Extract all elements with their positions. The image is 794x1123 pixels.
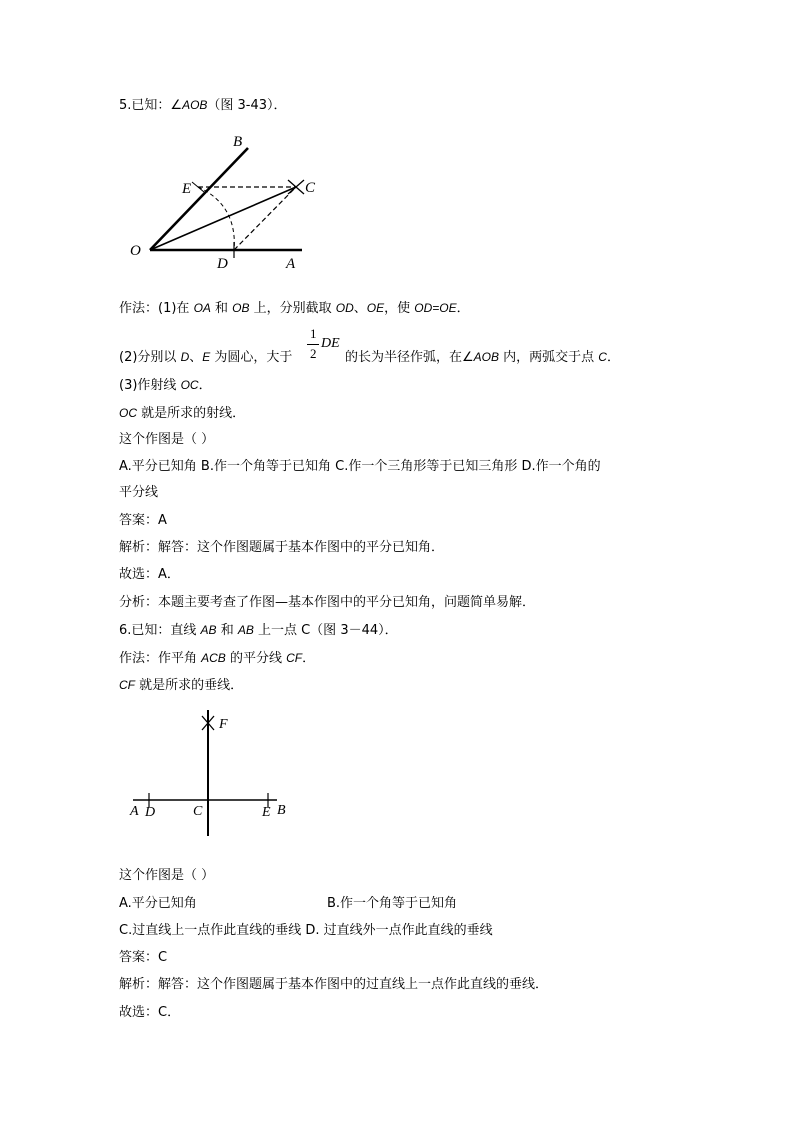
q6-options-cd: C.过直线上一点作此直线的垂线 D. 过直线外一点作此直线的垂线 xyxy=(119,923,493,938)
ray-ob xyxy=(150,148,248,250)
q5-stem-suffix: （图 3-43）． xyxy=(207,98,287,113)
text-run: 上，分别截取 xyxy=(249,301,336,316)
math-variable: OD=OE xyxy=(414,301,457,315)
text-run: 内，两弧交于点 xyxy=(499,350,599,365)
fig1-label-o: O xyxy=(130,243,141,259)
q6-analysis: 解析：解答：这个作图题属于基本作图中的过直线上一点作此直线的垂线． xyxy=(119,977,549,992)
math-variable: OB xyxy=(232,301,250,315)
text-run: 的平分线 xyxy=(225,651,287,666)
q5-choice: 故选：A． xyxy=(119,567,180,582)
q5-stem xyxy=(119,96,287,115)
math-variable: D xyxy=(180,350,190,364)
fraction-numerator: 1 xyxy=(310,326,317,341)
text-run: 、 xyxy=(189,350,203,365)
q5-method-2b xyxy=(345,348,620,367)
q5-method-2a xyxy=(119,348,292,367)
math-variable: OC xyxy=(180,378,199,392)
text-run: ． xyxy=(456,301,470,316)
fig1-label-e: E xyxy=(182,181,192,197)
text-run: ，使 xyxy=(384,301,415,316)
fig2-label-e: E xyxy=(262,805,271,820)
q5-method-3 xyxy=(119,376,212,395)
arc-de xyxy=(198,187,234,252)
text-run: 和 xyxy=(210,301,233,316)
math-variable: AB xyxy=(200,623,217,637)
text-run: 6.已知：直线 xyxy=(119,623,201,638)
math-variable: C xyxy=(598,350,607,364)
fig1-label-b: B xyxy=(233,134,243,150)
text-run: 和 xyxy=(216,623,238,638)
text-run: 、 xyxy=(353,301,367,316)
q6-stem xyxy=(119,621,398,640)
fraction-expression: DE xyxy=(321,336,340,351)
fig2-label-d: D xyxy=(145,805,156,820)
math-variable: OD xyxy=(335,301,354,315)
q6-choice: 故选：C． xyxy=(119,1005,181,1020)
q5-options-line-2: 平分线 xyxy=(119,485,159,500)
math-variable: CF xyxy=(119,678,135,692)
q5-options-line-1: A.平分已知角 B.作一个角等于已知角 C.作一个三角形等于已知三角形 D.作一个角的 xyxy=(119,459,601,474)
figure-3-44 xyxy=(125,700,305,845)
fig2-label-f: F xyxy=(219,717,228,732)
fraction-denominator: 2 xyxy=(310,346,317,361)
q5-stem-prefix: 5.已知：∠ xyxy=(119,98,183,113)
text-run: (3)作射线 xyxy=(119,378,181,393)
q6-option-a: A.平分已知角 xyxy=(119,896,197,911)
q5-question: 这个作图是（ ） xyxy=(119,432,215,447)
math-variable: OE xyxy=(366,301,385,315)
q5-comment: 分析：本题主要考查了作图—基本作图中的平分已知角，问题简单易解． xyxy=(119,595,536,610)
q6-question: 这个作图是（ ） xyxy=(119,868,215,883)
q6-conclusion xyxy=(119,676,243,695)
q5-analysis: 解析：解答：这个作图题属于基本作图中的平分已知角． xyxy=(119,540,445,555)
fig2-label-c: C xyxy=(193,804,203,819)
figure-3-43 xyxy=(120,130,330,275)
fig1-label-a: A xyxy=(286,256,296,272)
text-run: ． xyxy=(606,350,620,365)
segment-dc xyxy=(234,187,296,250)
q5-stem-var: AOB xyxy=(182,98,208,112)
math-variable: E xyxy=(202,350,211,364)
q6-answer: 答案：C xyxy=(119,950,168,965)
text-run: 作法：(1)在 xyxy=(119,301,194,316)
q6-option-b: B.作一个角等于已知角 xyxy=(327,896,458,911)
text-run: ． xyxy=(198,378,212,393)
text-run: (2)分别以 xyxy=(119,350,181,365)
text-run: 就是所求的垂线． xyxy=(135,678,244,693)
q6-method xyxy=(119,649,315,668)
math-variable: AOB xyxy=(473,350,499,364)
fig2-label-a: A xyxy=(130,804,139,819)
ray-oc xyxy=(150,187,296,250)
fig2-label-b: B xyxy=(277,803,286,818)
text-run: 的长为半径作弧，在∠ xyxy=(345,350,474,365)
fig1-label-d: D xyxy=(217,256,228,272)
math-variable: OA xyxy=(193,301,211,315)
text-run: 为圆心，大于 xyxy=(210,350,293,365)
math-variable: CF xyxy=(286,651,303,665)
fig1-label-c: C xyxy=(305,180,316,196)
text-run: 上一点 C（图 3－44）． xyxy=(253,623,398,638)
q5-conclusion xyxy=(119,404,245,423)
q5-method-1 xyxy=(119,299,470,318)
text-run: ． xyxy=(302,651,316,666)
text-run: 就是所求的射线． xyxy=(137,406,246,421)
math-variable: OC xyxy=(119,406,137,420)
math-variable: AB xyxy=(237,623,254,637)
text-run: 作法：作平角 xyxy=(119,651,202,666)
math-variable: ACB xyxy=(201,651,226,665)
q5-answer: 答案：A xyxy=(119,513,167,528)
fraction-bar xyxy=(307,344,319,345)
